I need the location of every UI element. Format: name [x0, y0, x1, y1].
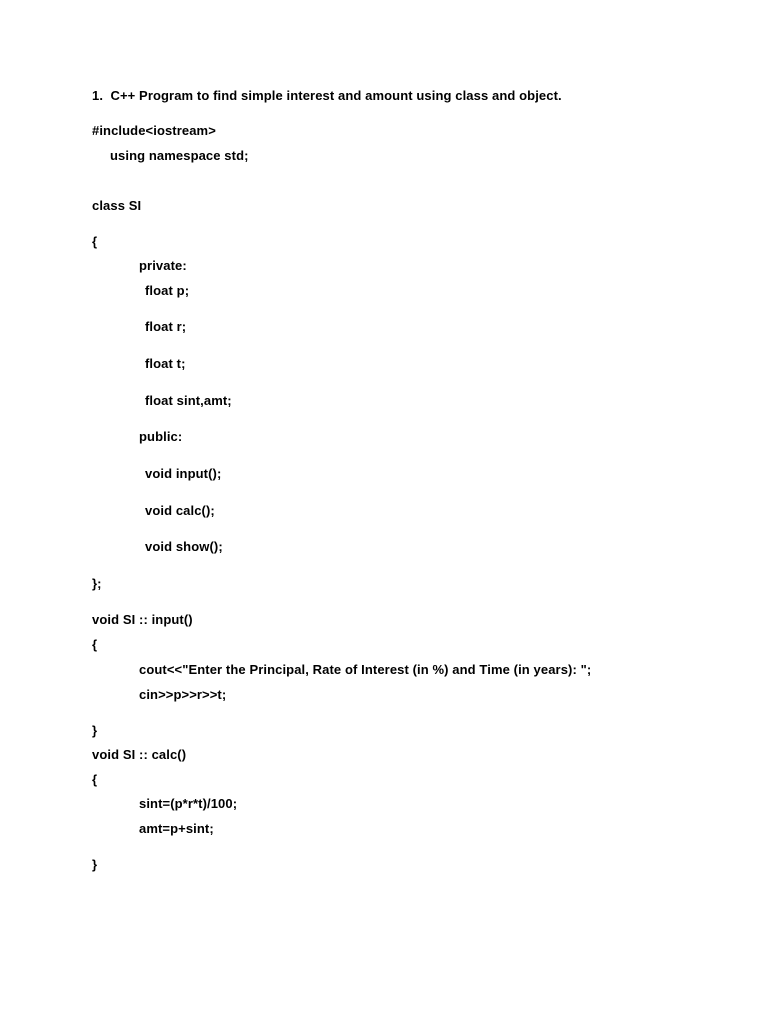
code-line-input-open-brace: {: [92, 637, 98, 652]
code-line-amt-formula: amt=p+sint;: [139, 821, 214, 836]
code-line-method-show: void show();: [145, 539, 223, 554]
code-line-method-input: void input();: [145, 466, 222, 481]
code-line-member-r: float r;: [145, 319, 187, 334]
code-line-cin-values: cin>>p>>r>>t;: [139, 687, 227, 702]
code-line-class-declaration: class SI: [92, 198, 142, 213]
document-heading: 1. C++ Program to find simple interest and amount using class and object.: [92, 88, 562, 103]
code-line-public-label: public:: [139, 429, 183, 444]
code-line-private-label: private:: [139, 258, 187, 273]
code-line-sint-formula: sint=(p*r*t)/100;: [139, 796, 238, 811]
code-line-member-t: float t;: [145, 356, 186, 371]
code-line-class-open-brace: {: [92, 234, 98, 249]
code-line-method-calc: void calc();: [145, 503, 215, 518]
code-line-calc-open-brace: {: [92, 772, 98, 787]
code-line-class-close-brace: };: [92, 576, 102, 591]
code-line-cout-prompt: cout<<"Enter the Principal, Rate of Interest (in %) and Time (in years): ";: [139, 662, 592, 677]
code-line-member-p: float p;: [145, 283, 190, 298]
code-line-using-namespace: using namespace std;: [110, 148, 249, 163]
code-line-input-definition: void SI :: input(): [92, 612, 193, 627]
code-line-input-close-brace: }: [92, 723, 98, 738]
code-line-calc-close-brace: }: [92, 857, 98, 872]
code-line-include: #include<iostream>: [92, 123, 216, 138]
code-line-member-sint-amt: float sint,amt;: [145, 393, 232, 408]
code-line-calc-definition: void SI :: calc(): [92, 747, 187, 762]
